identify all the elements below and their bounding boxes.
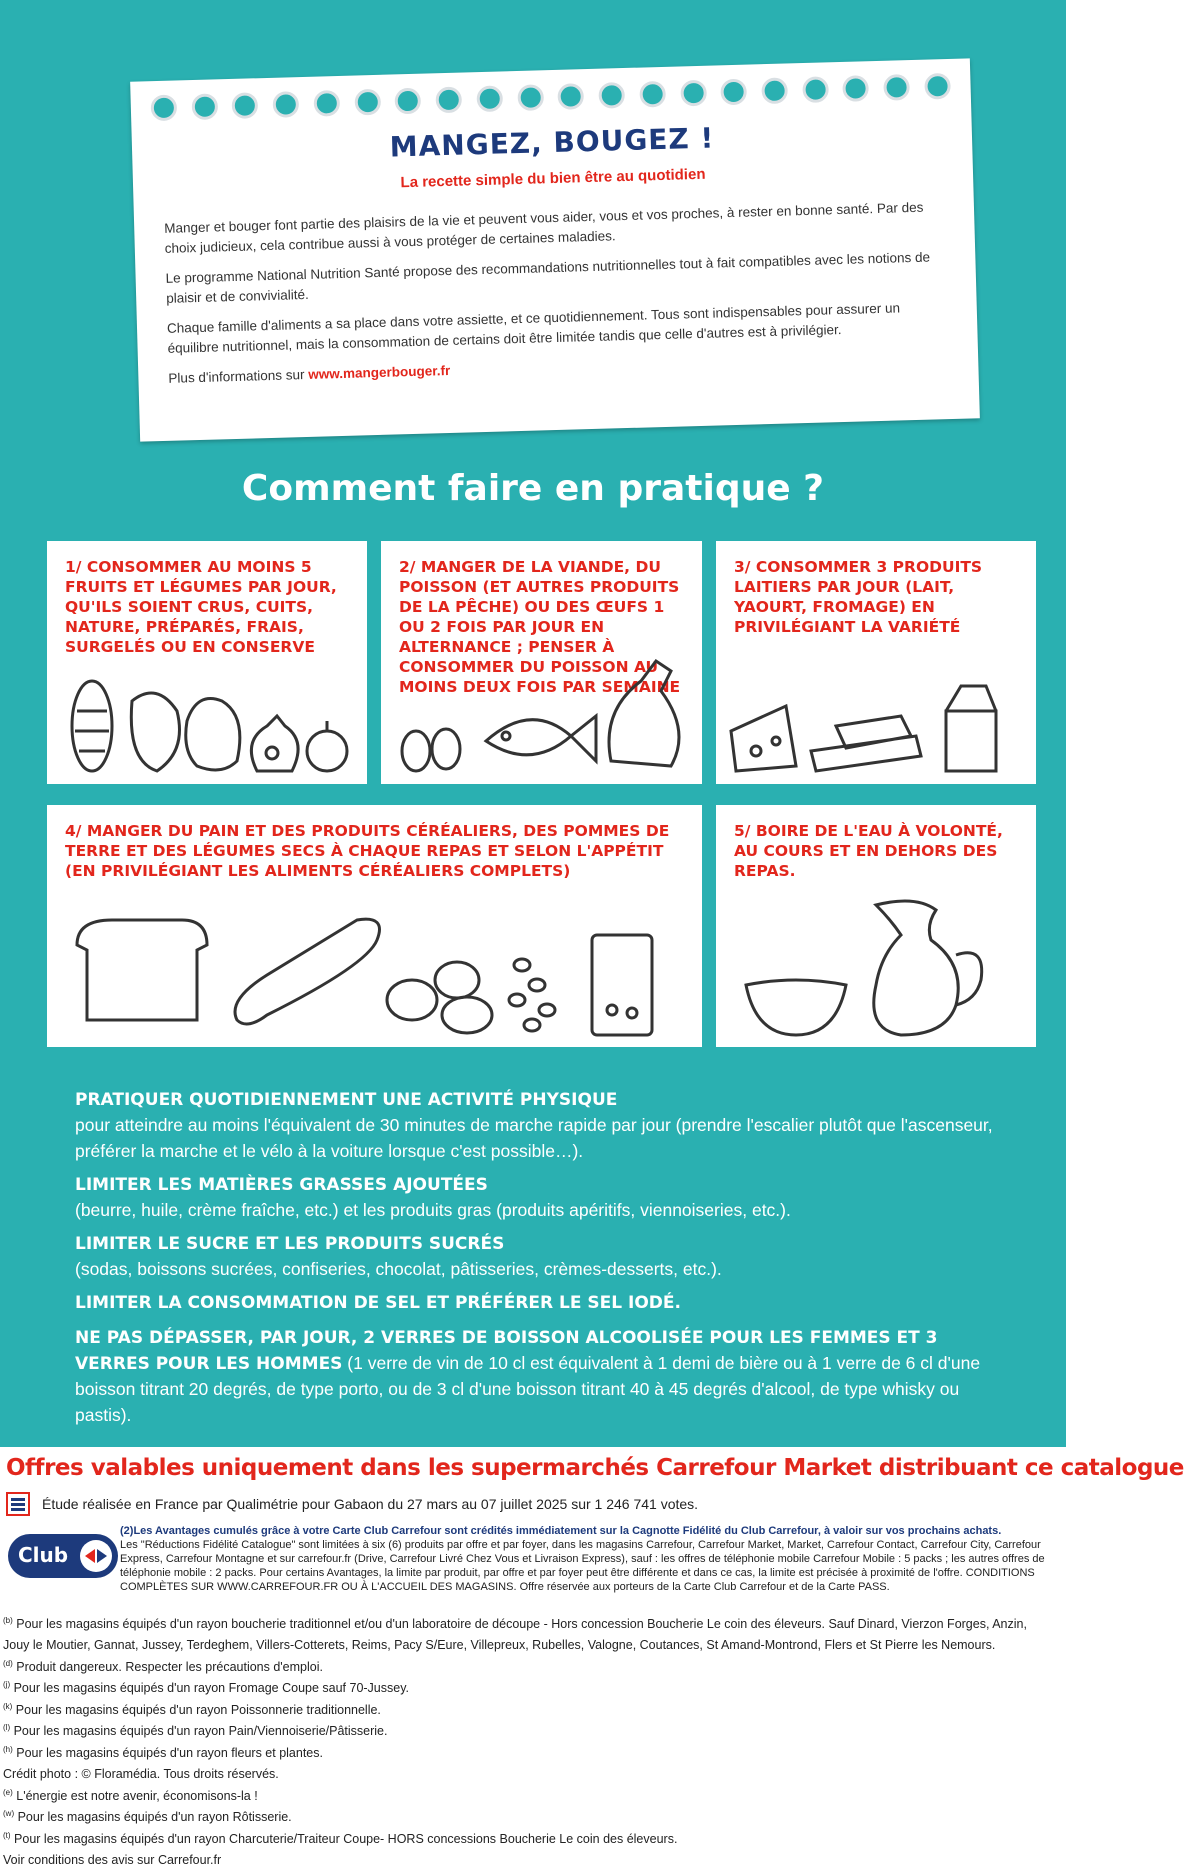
footnote: $^{(k)}$ Pour les magasins équipés d'un rayon Poissonnerie traditionnelle. bbox=[3, 1701, 381, 1717]
tip-box-text: 4/ MANGER DU PAIN ET DES PRODUITS CÉRÉALIERS, DES POMMES DE TERRE ET DES LÉGUMES SECS À CHAQUE REPAS ET SELON L'APPÉTIT (EN PRIVILÉGIANT LES ALIMENTS CÉRÉALIERS COMPLETS) bbox=[65, 822, 670, 880]
tip-box-text: 5/ BOIRE DE L'EAU À VOLONTÉ, AU COURS ET EN DEHORS DES REPAS. bbox=[734, 822, 1003, 880]
study-line bbox=[6, 1492, 698, 1516]
note-paragraph: Chaque famille d'aliments a sa place dans votre assiette, et ce quotidiennement. Tous sont indispensables pour assurer un équilibre nutritionnel, mais la consommation de certains doit être limitée tandis que celle d'autres est à privilégier. bbox=[166, 300, 901, 356]
note-paragraph: Manger et bouger font partie des plaisirs de la vie et peuvent vous aider, vous et vos proches, à rester en bonne santé. Par des choix judicieux, cela contribue aussi à vous protéger de certaines maladies. bbox=[164, 199, 924, 256]
fruits-vegetables-icon bbox=[57, 671, 357, 781]
footnote: $^{(j)}$ Pour les magasins équipés d'un rayon Fromage Coupe sauf 70-Jussey. bbox=[3, 1680, 410, 1696]
tip-box-text: 1/ CONSOMMER AU MOINS 5 FRUITS ET LÉGUMES PAR JOUR, QU'ILS SOIENT CRUS, CUITS, NATURE, PRÉPARÉS, FRAIS, SURGELÉS OU EN CONSERVE bbox=[65, 558, 337, 656]
tip-item bbox=[75, 1173, 1015, 1223]
footnote: $^{(l)}$ Pour les magasins équipés d'un rayon Pain/Viennoiserie/Pâtisserie. bbox=[3, 1723, 388, 1739]
footnote: Jouy le Moutier, Gannat, Jussey, Terdeghem, Villers-Cotterets, Reims, Pacy S/Eure, Villepreux, Rubelles, Valogne, Coutances, St Amand-Montrond, Flers et St Pierre les Nemours. bbox=[3, 1638, 996, 1653]
bread-cereals-icon bbox=[67, 905, 687, 1045]
footnote[interactable]: Voir conditions des avis sur Carrefour.fr bbox=[3, 1853, 222, 1868]
footnote: $^{(d)}$ Produit dangereux. Respecter les précautions d'emploi. bbox=[3, 1658, 323, 1675]
footnote: $^{(w)}$ Pour les magasins équipés d'un rayon Rôtisserie. bbox=[3, 1809, 292, 1825]
tip-box-text: 3/ CONSOMMER 3 PRODUITS LAITIERS PAR JOUR (LAIT, YAOURT, FROMAGE) EN PRIVILÉGIANT LA VARIÉTÉ bbox=[734, 558, 983, 636]
offer-banner: Offres valables uniquement dans les supermarchés Carrefour Market distribuant ce catalogue bbox=[6, 1455, 1184, 1481]
tips-list bbox=[75, 1088, 1015, 1437]
tip-title: NE PAS DÉPASSER, PAR JOUR, 2 VERRES DE BOISSON ALCOOLISÉE POUR LES FEMMES ET 3 VERRES POUR LES HOMMES bbox=[75, 1328, 938, 1374]
tip-title: LIMITER LA CONSOMMATION DE SEL ET PRÉFÉRER LE SEL IODÉ. bbox=[75, 1293, 681, 1313]
mangez-bougez-note bbox=[130, 58, 980, 441]
footnote: $^{(h)}$ Pour les magasins équipés d'un rayon fleurs et plantes. bbox=[3, 1744, 323, 1760]
more-info-prefix: Plus d'informations sur bbox=[168, 366, 309, 386]
tip-box-meat-fish-eggs bbox=[381, 541, 702, 784]
tip-title: PRATIQUER QUOTIDIENNEMENT UNE ACTIVITÉ PHYSIQUE bbox=[75, 1090, 618, 1110]
tip-item bbox=[75, 1232, 1015, 1282]
tip-title: LIMITER LE SUCRE ET LES PRODUITS SUCRÉS bbox=[75, 1234, 505, 1254]
footnote: $^{(e)}$ L'énergie est notre avenir, économisons-la ! bbox=[3, 1787, 258, 1803]
dairy-icon bbox=[726, 656, 1026, 776]
tip-item bbox=[75, 1088, 1015, 1164]
tip-item bbox=[75, 1291, 1015, 1315]
footnotes bbox=[3, 1612, 1063, 1869]
how-to-title: Comment faire en pratique ? bbox=[241, 468, 825, 509]
document-icon bbox=[6, 1492, 30, 1516]
note-text bbox=[164, 197, 949, 399]
club-label: Club bbox=[18, 1543, 69, 1567]
carrefour-logo-icon bbox=[80, 1540, 112, 1572]
legal-reductions: Les "Réductions Fidélité Catalogue" sont limitées à six (6) produits par offre et par foyer, dans les magasins Carrefour, Carrefour Market, Market, Carrefour Contact, Carrefour City, Carrefour Express, Carrefour Montagne et sur carrefour.fr (Drive, Carrefour Livré Chez Vous et Livraison Express), sauf : les offres de téléphonie mobile Carrefour Mobile : 5 packs ; les autres offres de téléphonie mobile : 2 packs. Pour certains Avantages, la limite par produit, par offre et par foyer peut être différente et dans ce cas, la limite est précisée à proximité de l'offre. CONDITIONS COMPLÈTES SUR WWW.CARREFOUR.FR OU À L'ACCUEIL DES MAGASINS. Offre réservée aux porteurs de la Carte Club Carrefour et de la Carte PASS. bbox=[120, 1539, 1045, 1593]
notebook-holes bbox=[151, 73, 951, 121]
tip-alcohol bbox=[75, 1324, 1015, 1428]
note-title: MANGEZ, BOUGEZ ! bbox=[389, 121, 715, 164]
tip-box-water bbox=[716, 805, 1036, 1047]
tip-box-text: 2/ MANGER DE LA VIANDE, DU POISSON (ET AUTRES PRODUITS DE LA PÊCHE) OU DES ŒUFS 1 OU 2 FOIS PAR JOUR EN ALTERNANCE ; PENSER À CONSOMMER DU POISSON AU MOINS DEUX FOIS PAR SEMAINE bbox=[399, 558, 681, 696]
tip-title: LIMITER LES MATIÈRES GRASSES AJOUTÉES bbox=[75, 1175, 488, 1195]
tip-description: pour atteindre au moins l'équivalent de 30 minutes de marche rapide par jour (prendre l'escalier plutôt que l'ascenseur, préférer la marche et le vélo à la voiture lorsque c'est possible…). bbox=[75, 1115, 993, 1161]
footnote: $^{(b)}$ Pour les magasins équipés d'un rayon boucherie traditionnel et/ou d'un laboratoire de découpe - Hors concession Boucherie Le coin des éleveurs. Sauf Dinard, Vierzon Forges, Anzin, bbox=[3, 1616, 1027, 1632]
note-paragraph: Le programme National Nutrition Santé propose des recommandations nutritionnelles tout à fait compatibles avec les notions de plaisir et de convivialité. bbox=[165, 249, 931, 306]
note-subtitle: La recette simple du bien être au quotidien bbox=[400, 165, 706, 192]
water-jug-icon bbox=[726, 885, 1026, 1045]
tip-item bbox=[75, 1324, 1015, 1428]
tip-description: (1 verre de vin de 10 cl est équivalent à 1 demi de bière ou à 1 verre de 6 cl d'une boisson titrant 20 degrés, de type porto, ou de 3 cl d'une boisson titrant 40 à 45 degrés d'alcool, de type whisky ou pastis). bbox=[75, 1353, 981, 1425]
legal-avantages: (2)Les Avantages cumulés grâce à votre Carte Club Carrefour sont crédités immédiatement sur la Cagnotte Fidélité du Club Carrefour, à valoir sur vos prochains achats. bbox=[120, 1525, 1002, 1537]
study-text: Étude réalisée en France par Qualimétrie pour Gabaon du 27 mars au 07 juillet 2025 sur 1 246 741 votes. bbox=[42, 1496, 699, 1512]
tip-box-bread-cereals bbox=[47, 805, 702, 1047]
footnote: $^{(t)}$ Pour les magasins équipés d'un rayon Charcuterie/Traiteur Coupe- HORS concessions Boucherie Le coin des éleveurs. bbox=[3, 1830, 678, 1846]
tip-description: (beurre, huile, crème fraîche, etc.) et les produits gras (produits apéritifs, viennoiseries, etc.). bbox=[75, 1200, 791, 1220]
footnote: Crédit photo : © Floramédia. Tous droits réservés. bbox=[3, 1767, 279, 1782]
meat-fish-eggs-icon bbox=[391, 641, 691, 781]
tip-box-fruits-vegetables bbox=[47, 541, 367, 784]
legal-text bbox=[120, 1524, 1062, 1594]
tip-description: (sodas, boissons sucrées, confiseries, chocolat, pâtisseries, crèmes-desserts, etc.). bbox=[75, 1259, 722, 1279]
mangerbouger-link[interactable]: www.mangerbouger.fr bbox=[308, 362, 451, 382]
club-carrefour-badge bbox=[8, 1534, 118, 1578]
tip-box-dairy bbox=[716, 541, 1036, 784]
